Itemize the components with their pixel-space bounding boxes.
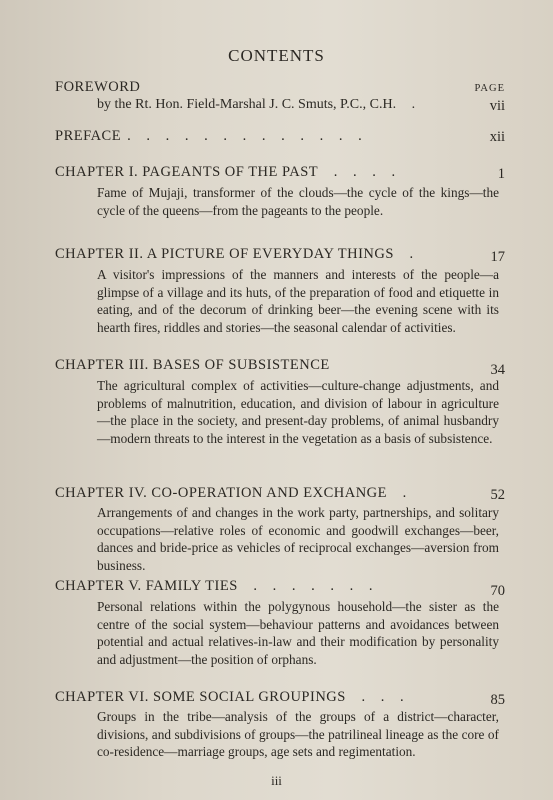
chapter-page: 70 [490,583,505,599]
preface-page: xii [489,129,505,145]
chapter-heading-text: CHAPTER VI. SOME SOCIAL GROUPINGS [55,689,346,705]
chapter-heading: CHAPTER V. FAMILY TIES . . . . . . . [55,578,379,594]
foreword-page: vii [489,98,505,114]
chapter-heading: CHAPTER II. A PICTURE OF EVERYDAY THINGS . [55,246,420,262]
chapter-page: 1 [497,166,505,182]
chapter-heading-text: CHAPTER V. FAMILY TIES [55,578,238,594]
chapter-description: Groups in the tribe—analysis of the groups of a district—character, divisions, and subdivisions of groups—the patrilineal lineage as the core of co-residence—marriage groups, age sets and regimentation. [97,709,499,760]
preface-heading: PREFACE . . . . . . . . . . . . . [55,128,368,144]
chapter-heading-text: CHAPTER IV. CO-OPERATION AND EXCHANGE [55,485,388,501]
page-folio: iii [271,773,282,788]
chapter-heading: CHAPTER VI. SOME SOCIAL GROUPINGS . . . [55,689,410,705]
chapter-page: 52 [490,487,505,503]
chapter-heading: CHAPTER IV. CO-OPERATION AND EXCHANGE . [55,485,413,501]
preface-heading-text: PREFACE [55,128,122,144]
chapter-description: A visitor's impressions of the manners and interests of the people—a glimpse of a village and its huts, of the preparation of food and etiquette in eating, and of the decorum of drinking beer—the evening scene with its hearth fires, riddles and stories—the seasonal calendar of activities. [97,267,499,335]
foreword-heading-text: FOREWORD [55,79,141,95]
foreword-heading [55,79,499,96]
chapter-heading-text: CHAPTER II. A PICTURE OF EVERYDAY THINGS [55,246,394,262]
chapter-description: Fame of Mujaji, transformer of the clouds—the cycle of the kings—the cycle of the queens—from the pageants to the people. [97,185,499,218]
chapter-heading-text: CHAPTER III. BASES OF SUBSISTENCE [55,357,330,373]
chapter-description: Arrangements of and changes in the work party, partnerships, and solitary occupations—relative roles of economic and goodwill exchanges—beer, dances and bride-price as vehicles of reciprocal exchanges—aversion from business. [97,505,499,573]
chapter-heading: CHAPTER I. PAGEANTS OF THE PAST . . . . [55,164,402,180]
chapter-page: 85 [490,692,505,708]
foreword-byline: by the Rt. Hon. Field-Marshal J. C. Smuts, P.C., C.H. . [97,97,422,112]
chapter-heading [55,357,499,374]
foreword-byline-text: by the Rt. Hon. Field-Marshal J. C. Smuts, P.C., C.H. [97,97,397,112]
chapter-heading-text: CHAPTER I. PAGEANTS OF THE PAST [55,164,319,180]
page-column-label: PAGE [474,83,505,94]
page-title: CONTENTS [228,46,325,65]
chapter-description: Personal relations within the polygynous household—the sister as the centre of the social system—behaviour patterns and avoidances between potential and actual relatives-in-law and their modification by personality and adjustment—the position of orphans. [97,599,499,667]
chapter-description: The agricultural complex of activities—culture-change adjustments, and problems of malnutrition, education, and division of labour in agriculture—the place in the society, and present-day problems, of animal husbandry—modern threats to the interest in the vegetation as a basis of subsistence. [97,378,499,446]
chapter-page: 17 [490,249,505,265]
chapter-page: 34 [490,362,505,378]
